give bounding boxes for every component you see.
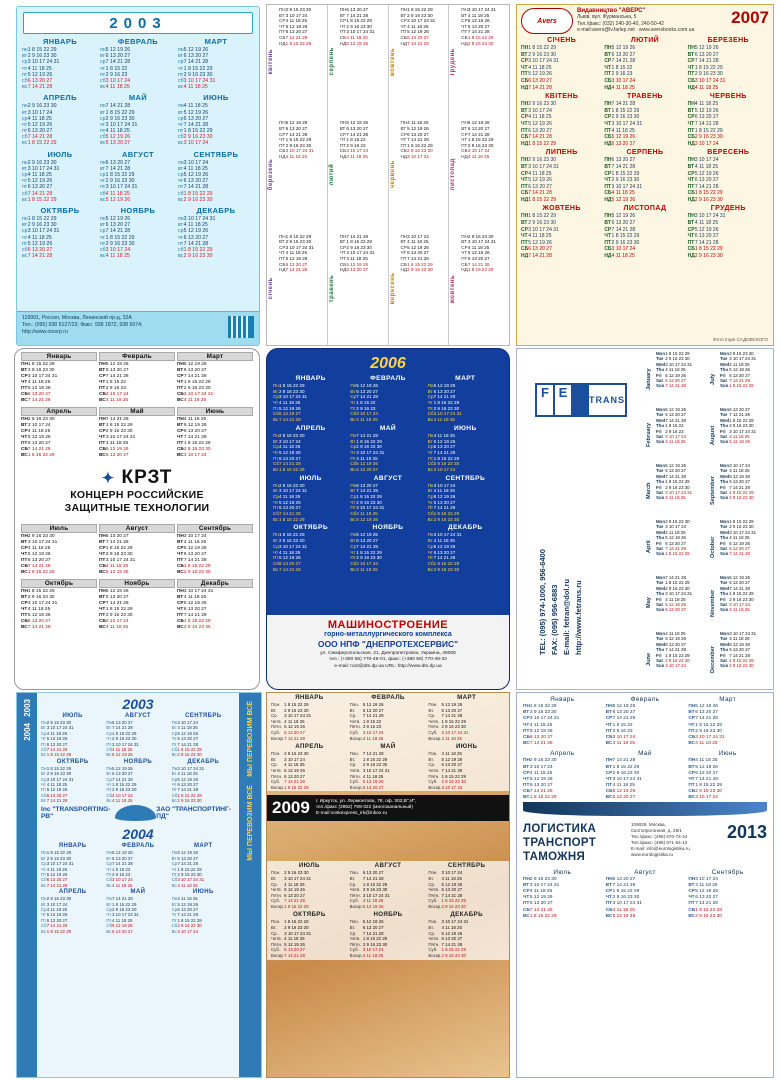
month-block: Август ПН ВТ СР ЧТ ПТ СБ ВС 6 13 20 27 7 14 21 28 1 8 15 22 29 2 9 16 23 30 3 10 17 24 31 4 11 18 25 5 12 19 26 bbox=[605, 868, 656, 919]
tp-top-q2 bbox=[37, 759, 239, 804]
card-2003-footer: 119991, Россия, Москва, Ленинский пр-д, 32А Тел.: (095) 938 5127/23; Факс: 938 1872, 938 5074; http://www.otcerp.ru bbox=[17, 311, 259, 345]
month-block: ИЮНЬ пн вт ср чт пт сб вс 4 11 18 25 5 12 19 26 6 13 20 27 7 14 21 28 1 8 15 22 29 2 9 16 23 30 3 10 17 24 bbox=[177, 93, 229, 147]
month-block: ФЕВРАЛЬ Пн Вт Ср Чт Пт Сб Вс 5 12 19 26 6 13 20 27 7 14 21 28 1 8 15 22 2 9 16 23 3 10 17 24 4 11 18 25 bbox=[106, 843, 155, 888]
card-2003-quarter-2 bbox=[17, 93, 259, 146]
month-block: МАРТ Пн Вт Ср Чт Пт Сб Вс 5 12 19 26 6 13 20 27 7 14 21 28 1 8 15 22 29 2 9 16 23 30 3 10 17 24 31 4 11 18 25 bbox=[427, 375, 476, 423]
month-block: ИЮЛЬ пн вт ср чт пт сб вс 2 9 16 23 30 3 10 17 24 31 4 11 18 25 5 12 19 26 6 13 20 27 7 14 21 28 1 8 15 22 29 bbox=[22, 149, 73, 203]
c2009-q3 bbox=[267, 861, 509, 910]
tp-brand-right: ЗАО "ТРАНСПОРТИНГ-ПД" bbox=[156, 806, 231, 821]
month-block: АПРЕЛЬ Пн Вт Ср Чт Пт Сб Вс 2 9 16 23 30 3 10 17 24 4 11 18 25 5 12 19 26 6 13 20 27 7 14 21 28 1 8 15 22 29 bbox=[41, 889, 87, 934]
card-2006-year: 2006 bbox=[370, 355, 406, 372]
month-block: МАРТ пн вт ср чт пт сб вс 5 12 19 26 6 13 20 27 7 14 21 28 1 8 15 22 29 2 9 16 23 30 3 10 17 24 31 4 11 18 25 bbox=[177, 37, 228, 91]
month-block: Январь ПН ВТ СР ЧТ ПТ СБ ВС 1 8 15 22 29 2 9 16 23 30 3 10 17 24 31 4 11 18 25 5 12 19 26 6 13 20 27 7 14 21 28 bbox=[523, 696, 575, 747]
tp-year-bottom: 2004 bbox=[122, 826, 154, 843]
month-block: НОЯБРЬ Пн Вт Ср Чт Пт Сб Вс 5 12 19 26 6 13 20 27 7 14 21 28 1 8 15 22 29 2 9 16 23 30 3 10 17 24 4 11 18 25 bbox=[350, 524, 404, 572]
square-dot-icon bbox=[573, 385, 589, 415]
tp-brand-left: Inc "TRANSPORTING-PB" bbox=[41, 806, 111, 821]
card-2003-quarter-1 bbox=[17, 37, 259, 90]
card-2006-blue bbox=[266, 348, 510, 690]
right-slogan-band: МЫ ПЕРЕВОЗИМ ВСЁ МЫ ПЕРЕВОЗИМ ВСЁ bbox=[239, 693, 261, 1077]
month-block: ФЕВРАЛЬ Пн Вт Ср Чт Пт Сб Вс 5 12 19 26 6 13 20 27 7 14 21 28 1 8 15 22 2 9 16 23 3 10 17 24 4 11 18 25 bbox=[350, 375, 406, 423]
month-block: Март ПН ВТ СР ЧТ ПТ СБ ВС 5 12 19 26 6 13 20 27 7 14 21 28 1 8 15 22 29 2 9 16 23 30 3 10 17 24 31 4 11 18 25 bbox=[688, 696, 737, 747]
month-block: КВІТЕНЬ ПН ВТ СР ЧТ ПТ СБ НД 2 9 16 23 30 3 10 17 24 4 11 18 25 5 12 19 26 6 13 20 27 7 14 21 28 1 8 15 22 29 bbox=[521, 93, 579, 147]
card-2003-quarter-4 bbox=[17, 206, 259, 259]
month-block: ЯНВАРЬ Пн Вт Ср Чт Пт Сб Вс 1 8 15 22 29 2 9 16 23 30 3 10 17 24 31 4 11 18 25 5 12 19 26 6 13 20 27 7 14 21 28 bbox=[41, 843, 87, 888]
tp-year-top: 2003 bbox=[122, 696, 154, 712]
barcode-icon bbox=[228, 316, 254, 338]
month-block: СЕРПЕНЬ ПН ВТ СР ЧТ ПТ СБ НД 6 13 20 27 7 14 21 28 1 8 15 22 29 2 9 16 23 30 3 10 17 24 31 4 11 18 25 5 12 19 26 bbox=[604, 149, 664, 203]
month-block: ЧЕРВЕНЬ ПН ВТ СР ЧТ ПТ СБ НД 4 11 18 25 5 12 19 26 6 13 20 27 7 14 21 28 1 8 15 22 29 2 9 16 23 30 3 10 17 24 bbox=[687, 93, 747, 147]
month-block: Апрель ПН ВТ СР ЧТ ПТ СБ ВС 2 9 16 23 30 3 10 17 24 4 11 18 25 5 12 19 26 6 13 20 27 7 14 21 28 1 8 15 22 29 bbox=[523, 750, 575, 801]
tp-top-q1 bbox=[37, 713, 239, 758]
month-block: АВГУСТ Пн Вт Ср Чт Пт Сб Вс 6 13 20 27 7 14 21 28 1 8 15 22 29 2 9 16 23 30 3 10 17 24 31 4 11 18 25 5 12 19 26 bbox=[350, 474, 403, 522]
fe-column-right bbox=[709, 349, 773, 689]
month-block: Июнь ПН ВТ СР ЧТ ПТ СБ ВС 4 11 18 25 5 12 19 26 6 13 20 27 7 14 21 28 1 8 15 22 29 2 9 16 23 30 3 10 17 24 bbox=[688, 750, 737, 801]
month-block: січень ПН ВТ СР ЧТ ПТ СБ НД 1 8 15 22 29 2 9 16 23 30 3 10 17 24 31 4 11 18 25 5 12 19 26 6 13 20 27 7 14 21 28 bbox=[268, 233, 314, 300]
publisher-info: Видавництво "АВЕРС" Львів, вул. Фурманська, 5 Тел./факс: (032) 240-30-40, 240-50-42 e-mail:avers@lv.farlep.net www.aversbooks.com.ua bbox=[577, 8, 695, 34]
month-block: червень ПН ВТ СР ЧТ ПТ СБ НД 4 11 18 25 5 12 19 26 6 13 20 27 7 14 21 28 1 8 15 22 29 2 9 16 23 30 3 10 17 24 bbox=[389, 120, 433, 190]
month-block: вересень ПН ВТ СР ЧТ ПТ СБ НД 3 10 17 24 4 11 18 25 5 12 19 26 6 13 20 27 7 14 21 28 1 8 15 22 29 2 9 16 23 30 bbox=[389, 233, 433, 305]
krzt-quarter-3 bbox=[15, 524, 259, 576]
month-block: ЛИСТОПАД ПН ВТ СР ЧТ ПТ СБ НД 5 12 19 26 6 13 20 27 7 14 21 28 1 8 15 22 29 2 9 16 23 30 3 10 17 24 4 11 18 25 bbox=[604, 205, 667, 260]
website-link[interactable]: www.aversbooks.com.ua bbox=[638, 27, 695, 34]
card-2009-brand-band: 2009 г. Иркутск, ул. Лермонтова, 78, оф. 302,В",И", тел./факс (3952) 799-322 (многоканальный) E-mail:voskexpress_irk@inbox.ru bbox=[267, 795, 509, 821]
month-block: АВГУСТ Пон. Вт. Ср. Четв. Пятн. Суб. Воскр. 6 13 20 27 7 14 21 28 1 8 15 22 29 2 9 16 23 30 3 10 17 24 31 4 11 18 25 5 12 19 26 bbox=[349, 862, 402, 909]
month-block: ТРАВЕНЬ ПН ВТ СР ЧТ ПТ СБ НД 7 14 21 28 1 8 15 22 29 2 9 16 23 30 3 10 17 24 31 4 11 18 25 5 12 19 26 6 13 20 27 bbox=[604, 93, 663, 147]
krzt-quarter-1 bbox=[15, 352, 259, 404]
card-2009-photo bbox=[266, 692, 510, 1078]
month-block: лютий ПН ВТ СР ЧТ ПТ СБ НД 5 12 19 26 6 13 20 27 7 14 21 28 1 8 15 22 2 9 16 23 3 10 17 24 4 11 18 25 bbox=[328, 120, 369, 186]
krzt-brand-name: ✦ КРЗТ bbox=[101, 467, 173, 488]
email-link[interactable]: E-mail:voskexpress_irk@inbox.ru bbox=[315, 811, 388, 817]
month-block: ДЕКАБРЬ Пн Вт Ср Чт Пт Сб Вс 3 10 17 24 31 4 11 18 25 5 12 19 26 6 13 20 27 7 14 21 28 1 8 15 22 29 2 9 16 23 30 bbox=[427, 524, 483, 572]
column-4 bbox=[449, 5, 509, 345]
month-block: ИЮНЬ Пн Вт Ср Чт Пт Сб Вс 4 11 18 25 5 12 19 26 6 13 20 27 7 14 21 28 1 8 15 22 29 2 9 16 23 30 3 10 17 24 bbox=[171, 889, 214, 934]
c2013-q1 bbox=[517, 696, 773, 747]
month-block: July Mon Tue Wed Thu Fri Sat Sun 2 9 16 23 30 3 10 17 24 31 4 11 18 25 5 12 19 26 6 13 20 27 7 14 21 28 1 8 15 22 29 bbox=[710, 351, 757, 389]
month-block: СІЧЕНЬ ПН ВТ СР ЧТ ПТ СБ НД 1 8 15 22 29 2 9 16 23 30 3 10 17 24 31 4 11 18 25 5 12 19 26 6 13 20 27 7 14 21 28 bbox=[521, 37, 577, 91]
month-block: ДЕКАБРЬ Пон. Вт. Ср. Четв. Пятн. Суб. Воскр. 3 10 17 24 31 4 11 18 25 5 12 19 26 6 13 20 27 7 14 21 28 1 8 15 22 29 2 9 16 23 30 bbox=[428, 911, 483, 959]
column-1 bbox=[267, 5, 328, 345]
month-block: ЯНВАРЬ пн вт ср чт пт сб вс 1 8 15 22 29 2 9 16 23 30 3 10 17 24 31 4 11 18 25 5 12 19 26 6 13 20 27 7 14 21 28 bbox=[22, 37, 78, 91]
month-block: September Mon Tue Wed Thu Fri Sat Sun 3 10 17 24 4 11 18 25 5 12 19 26 6 13 20 27 7 14 21 28 1 8 15 22 29 2 9 16 23 30 bbox=[710, 463, 754, 506]
tp-brand-row bbox=[37, 803, 239, 823]
month-block: ИЮНЬ Пон. Вт. Ср. Четв. Пятн. Суб. Воскр. 4 11 18 25 5 12 19 26 6 13 20 27 7 14 21 28 1 8 15 22 29 2 9 16 23 30 3 10 17 24 bbox=[428, 743, 478, 790]
month-block: МАЙ пн вт ср чт пт сб вс 7 14 21 28 1 8 15 22 29 2 9 16 23 30 3 10 17 24 31 4 11 18 25 5 12 19 26 6 13 20 27 bbox=[99, 93, 148, 147]
swoosh-logo-icon bbox=[115, 805, 157, 821]
month-block: ГРУДЕНЬ ПН ВТ СР ЧТ ПТ СБ НД 3 10 17 24 31 4 11 18 25 5 12 19 26 6 13 20 27 7 14 21 28 1 8 15 22 29 2 9 16 23 30 bbox=[687, 205, 746, 260]
month-block: ЛИПЕНЬ ПН ВТ СР ЧТ ПТ СБ НД 2 9 16 23 30 3 10 17 24 31 4 11 18 25 5 12 19 26 6 13 20 27 7 14 21 28 1 8 15 22 29 bbox=[521, 149, 578, 203]
card-krzt bbox=[14, 348, 260, 690]
month-block: ДЕКАБРЬ пн вт ср чт пт сб вс 3 10 17 24 31 4 11 18 25 5 12 19 26 6 13 20 27 7 14 21 28 1 8 15 22 29 2 9 16 23 30 bbox=[177, 205, 236, 260]
card-2006-quarter-2 bbox=[267, 425, 509, 473]
month-block: АВГУСТ Пн Вт Ср Чт Пт Сб Вс 6 13 20 27 7 14 21 28 1 8 15 22 29 2 9 16 23 30 3 10 17 24 31 4 11 18 25 5 12 19 26 bbox=[106, 713, 151, 758]
month-block: Сентябрь ПН ВТ СР ЧТ ПТ СБ ВС 3 10 17 24 4 11 18 25 5 12 19 26 6 13 20 27 7 14 21 28 1 8 15 22 29 2 9 16 23 30 bbox=[688, 868, 744, 919]
month-block: НОЯБРЬ пн вт ср чт пт сб вс 5 12 19 26 6 13 20 27 7 14 21 28 1 8 15 22 29 2 9 16 23 30 3 10 17 24 4 11 18 25 bbox=[99, 205, 156, 260]
month-block: November Mon Tue Wed Thu Fri Sat Sun 5 12 19 26 6 13 20 27 7 14 21 28 1 8 15 22 29 2 9 16 23 30 3 10 17 24 4 11 18 25 bbox=[710, 575, 754, 617]
month-block: грудень ПН ВТ СР ЧТ ПТ СБ НД 3 10 17 24 31 4 11 18 25 5 12 19 26 6 13 20 27 7 14 21 28 1 8 15 22 29 2 9 16 23 30 bbox=[450, 7, 496, 76]
card-2007-avers bbox=[516, 4, 774, 346]
website-link[interactable]: www.eurologistika.ru bbox=[630, 851, 674, 857]
card-2003-year-header bbox=[23, 12, 253, 34]
month-block: НОЯБРЬ Пн Вт Ср Чт Пт Сб Вс 5 12 19 26 6 13 20 27 7 14 21 28 1 8 15 22 29 2 9 16 23 30 3 10 17 24 4 11 18 25 bbox=[106, 758, 153, 804]
month-block: МАРТ Пон. Вт. Ср. Четв. Пятн. Суб. Воскр. 5 12 19 26 6 13 20 27 7 14 21 28 1 8 15 22 29 2 9 16 23 30 3 10 17 24 31 4 11 18 25 bbox=[428, 694, 477, 741]
card-2009-bottom-panel bbox=[267, 861, 509, 959]
c2009-q2 bbox=[267, 742, 509, 791]
month-block: квітень ПН ВТ СР ЧТ ПТ СБ НД 2 9 16 23 30 3 10 17 24 4 11 18 25 5 12 19 26 6 13 20 27 7 14 21 28 1 8 15 22 29 bbox=[268, 7, 312, 75]
month-block: СЕНТЯБРЬ Пн Вт Ср Чт Пт Сб Вс 3 10 17 24 4 11 18 25 5 12 19 26 6 13 20 27 7 14 21 28 1 8 15 22 29 2 9 16 23 30 bbox=[171, 713, 222, 758]
month-block: Май ПН ВТ СР ЧТ ПТ СБ ВС 7 14 21 28 1 8 15 22 29 2 9 16 23 30 3 10 17 24 31 4 11 18 25 5 12 19 26 6 13 20 27 bbox=[605, 750, 652, 801]
month-block: СЕНТЯБРЬ Пн Вт Ср Чт Пт Сб Вс 3 10 17 24 4 11 18 25 5 12 19 26 6 13 20 27 7 14 21 28 1 8 15 22 29 2 9 16 23 30 bbox=[427, 474, 486, 522]
month-block: АПРЕЛЬ пн вт ср чт пт сб вс 2 9 16 23 30 3 10 17 24 4 11 18 25 5 12 19 26 6 13 20 27 7 14 21 28 1 8 15 22 29 bbox=[22, 93, 77, 147]
month-block: ИЮЛЬ Пон. Вт. Ср. Четв. Пятн. Суб. Воскр. 2 9 16 23 30 3 10 17 24 31 4 11 18 25 5 12 19 26 6 13 20 27 7 14 21 28 1 8 15 22 29 bbox=[271, 862, 320, 909]
month-block: НОЯБРЬ Пон. Вт. Ср. Четв. Пятн. Суб. Воскр. 5 12 19 26 6 13 20 27 7 14 21 28 1 8 15 22 29 2 9 16 23 30 3 10 17 24 4 11 18 25 bbox=[349, 911, 403, 959]
card-ukrainian-vertical bbox=[266, 4, 510, 346]
month-block: February Mon Tue Wed Thu Fri Sat Sun 5 12 19 26 6 13 20 27 7 14 21 28 1 8 15 22 2 9 16 23 3 10 17 24 4 11 18 25 bbox=[646, 407, 686, 447]
c2009-q4 bbox=[267, 910, 509, 959]
c2013-q2 bbox=[517, 750, 773, 801]
krzt-quarter-4 bbox=[15, 579, 259, 631]
month-block: СЕНТЯБРЬ пн вт ср чт пт сб вс 3 10 17 24 4 11 18 25 5 12 19 26 6 13 20 27 7 14 21 28 1 8 15 22 29 2 9 16 23 30 bbox=[177, 149, 239, 203]
card-2007-quarter-2 bbox=[517, 93, 773, 147]
month-block: МАЙ Пон. Вт. Ср. Четв. Пятн. Суб. Воскр. 7 14 21 28 1 8 15 22 29 2 9 16 23 30 3 10 17 24 31 4 11 18 25 5 12 19 26 6 13 20 27 bbox=[349, 743, 396, 790]
card-transporting bbox=[16, 692, 262, 1078]
month-block: Июль ПН ВТ СР ЧТ ПТ СБ ВС 2 9 16 23 30 3 10 17 24 31 4 11 18 25 5 12 19 26 6 13 20 27 7 14 21 28 1 8 15 22 29 bbox=[20, 524, 98, 576]
month-block: ЛЮТИЙ ПН ВТ СР ЧТ ПТ СБ НД 5 12 19 26 6 13 20 27 7 14 21 28 1 8 15 22 2 9 16 23 3 10 17 24 4 11 18 25 bbox=[604, 37, 660, 91]
star-icon: ✦ bbox=[101, 470, 116, 487]
month-block: МАРТ Пн Вт Ср Чт Пт Сб Вс 5 12 19 26 6 13 20 27 7 14 21 28 1 8 15 22 29 2 9 16 23 30 3 10 17 24 31 4 11 18 25 bbox=[171, 843, 213, 888]
wave-divider bbox=[523, 802, 767, 816]
card-2006-quarter-1 bbox=[267, 375, 509, 423]
month-block: ОКТЯБРЬ Пн Вт Ср Чт Пт Сб Вс 1 8 15 22 29 2 9 16 23 30 3 10 17 24 31 4 11 18 25 5 12 19 26 6 13 20 27 7 14 21 28 bbox=[273, 524, 328, 572]
month-block: жовтень ПН ВТ СР ЧТ ПТ СБ НД 2 9 16 23 30 3 10 17 24 31 4 11 18 25 5 12 19 26 6 13 20 27 7 14 21 28 1 8 15 22 29 bbox=[450, 233, 496, 303]
card-2003-quarter-3 bbox=[17, 150, 259, 203]
month-block: МАЙ Пн Вт Ср Чт Пт Сб Вс 7 14 21 28 1 8 15 22 29 2 9 16 23 30 3 10 17 24 31 4 11 18 25 5 12 19 26 6 13 20 27 bbox=[106, 889, 146, 934]
card-2003-cyan bbox=[16, 6, 260, 346]
month-block: May Mon Tue Wed Thu Fri Sat Sun 7 14 21 28 1 8 15 22 29 2 9 16 23 30 3 10 17 24 31 4 11 18 25 5 12 19 26 6 13 20 27 bbox=[646, 575, 693, 613]
month-block: АПРЕЛЬ Пон. Вт. Ср. Четв. Пятн. Суб. Воскр. 2 9 16 23 30 3 10 17 24 4 11 18 25 5 12 19 26 6 13 20 27 7 14 21 28 1 8 15 22 29 bbox=[271, 743, 324, 790]
card-2006-quarter-4 bbox=[267, 524, 509, 572]
email-link[interactable]: E-mail: info@eurologistika.ru bbox=[630, 845, 690, 851]
card-2007-year: 2007 bbox=[731, 8, 769, 27]
month-block: ФЕВРАЛЬ Пон. Вт. Ср. Четв. Пятн. Суб. Воскр. 5 12 19 26 6 13 20 27 7 14 21 28 1 8 15 22 2 9 16 23 3 10 17 24 4 11 18 25 bbox=[349, 694, 405, 741]
card-2009-top-panel bbox=[267, 693, 509, 791]
month-block: ОКТЯБРЬ пн вт ср чт пт сб вс 1 8 15 22 29 2 9 16 23 30 3 10 17 24 31 4 11 18 25 5 12 19 26 6 13 20 27 7 14 21 28 bbox=[22, 205, 80, 260]
tp-bottom-q2 bbox=[37, 889, 239, 934]
month-block: Январь ПН ВТ СР ЧТ ПТ СБ ВС 1 8 15 22 29 2 9 16 23 30 3 10 17 24 31 4 11 18 25 5 12 19 26 6 13 20 27 7 14 21 28 bbox=[20, 352, 98, 404]
c2013-brand-block: ЛОГИСТИКА ТРАНСПОРТ ТАМОЖНЯ 109029, Москва, Скотопрогонная, д. 29/1 Тел./факс: (495) 670-74-44 Тел./факс: (495) 671-54-13 E-mail: info@eurologistika.ru www.eurologistika.ru 2013 bbox=[523, 821, 767, 863]
c2013-address: 109029, Москва, Скотопрогонная, д. 29/1 Тел./факс: (495) 670-74-44 Тел./факс: (495) 671-54-13 E-mail: info@eurologistika.ru www.eurologistika.ru bbox=[631, 822, 727, 858]
month-block: ВЕРЕСЕНЬ ПН ВТ СР ЧТ ПТ СБ НД 3 10 17 24 4 11 18 25 5 12 19 26 6 13 20 27 7 14 21 28 1 8 15 22 29 2 9 16 23 30 bbox=[687, 149, 750, 203]
c2013-q3 bbox=[517, 869, 773, 920]
c2009-q1 bbox=[267, 693, 509, 742]
tp-bottom-q1 bbox=[37, 843, 239, 888]
month-block: January Mon Tue Wed Thu Fri Sat Sun 1 8 15 22 29 2 9 16 23 30 3 10 17 24 31 4 11 18 25 5 12 19 26 6 13 20 27 7 14 21 28 bbox=[646, 351, 693, 390]
photo-credit: Фото Ігоря САДОВСКОГО bbox=[713, 337, 768, 342]
month-block: АПРЕЛЬ Пн Вт Ср Чт Пт Сб Вс 2 9 16 23 30 3 10 17 24 4 11 18 25 5 12 19 26 6 13 20 27 7 14 21 28 1 8 15 22 29 bbox=[273, 424, 326, 472]
card-2003-year: 2003 bbox=[109, 14, 167, 32]
month-block: Декабрь ПН ВТ СР ЧТ ПТ СБ ВС 3 10 17 24 31 4 11 18 25 5 12 19 26 6 13 20 27 7 14 21 28 1 8 15 22 29 2 9 16 23 30 bbox=[176, 579, 254, 631]
month-block: ИЮЛЬ Пн Вт Ср Чт Пт Сб Вс 2 9 16 23 30 3 10 17 24 31 4 11 18 25 5 12 19 26 6 13 20 27 7 14 21 28 1 8 15 22 29 bbox=[273, 474, 322, 522]
krzt-quarter-2 bbox=[15, 407, 259, 459]
month-block: Ноябрь ПН ВТ СР ЧТ ПТ СБ ВС 5 12 19 26 6 13 20 27 7 14 21 28 1 8 15 22 29 2 9 16 23 30 3 10 17 24 4 11 18 25 bbox=[98, 579, 176, 631]
month-block: ИЮЛЬ Пн Вт Ср Чт Пт Сб Вс 2 9 16 23 30 3 10 17 24 31 4 11 18 25 5 12 19 26 6 13 20 27 7 14 21 28 1 8 15 22 29 bbox=[41, 713, 83, 758]
month-block: Февраль ПН ВТ СР ЧТ ПТ СБ ВС 5 12 19 26 6 13 20 27 7 14 21 28 1 8 15 22 2 9 16 23 3 10 17 24 4 11 18 25 bbox=[605, 696, 660, 747]
month-block: June Mon Tue Wed Thu Fri Sat Sun 4 11 18 25 5 12 19 26 6 13 20 27 7 14 21 28 1 8 15 22 29 2 9 16 23 30 3 10 17 24 bbox=[646, 631, 690, 669]
month-block: АВГУСТ пн вт ср чт пт сб вс 6 13 20 27 7 14 21 28 1 8 15 22 29 2 9 16 23 30 3 10 17 24 31 4 11 18 25 5 12 19 26 bbox=[99, 149, 154, 203]
month-block: МАЙ Пн Вт Ср Чт Пт Сб Вс 7 14 21 28 1 8 15 22 29 2 9 16 23 30 3 10 17 24 31 4 11 18 25 5 12 19 26 6 13 20 27 bbox=[350, 424, 397, 472]
month-block: Апрель ПН ВТ СР ЧТ ПТ СБ ВС 2 9 16 23 30 3 10 17 24 4 11 18 25 5 12 19 26 6 13 20 27 7 14 21 28 1 8 15 22 29 bbox=[20, 407, 98, 459]
krzt-brand: ✦ КРЗТ КОНЦЕРН РОССИЙСКИЕ ЗАЩИТНЫЕ ТЕХНОЛОГИИ bbox=[15, 459, 259, 521]
month-block: листопад ПН ВТ СР ЧТ ПТ СБ НД 5 12 19 26 6 13 20 27 7 14 21 28 1 8 15 22 29 2 9 16 23 30 3 10 17 24 4 11 18 25 bbox=[450, 120, 494, 192]
avers-logo: Avers bbox=[521, 8, 573, 34]
card-fetrans bbox=[516, 348, 774, 690]
month-block: Июль ПН ВТ СР ЧТ ПТ СБ ВС 2 9 16 23 30 3 10 17 24 31 4 11 18 25 5 12 19 26 6 13 20 27 7 14 21 28 1 8 15 22 29 bbox=[523, 868, 572, 919]
card-2007-quarter-3 bbox=[517, 149, 773, 203]
month-block: березень ПН ВТ СР ЧТ ПТ СБ НД 5 12 19 26 6 13 20 27 7 14 21 28 1 8 15 22 29 2 9 16 23 30 3 10 17 24 31 4 11 18 25 bbox=[268, 120, 314, 191]
left-year-band: 2003 2004 bbox=[17, 693, 37, 1077]
month-block: October Mon Tue Wed Thu Fri Sat Sun 1 8 15 22 29 2 9 16 23 30 3 10 17 24 31 4 11 18 25 5 12 19 26 6 13 20 27 7 14 21 28 bbox=[710, 519, 757, 558]
card-2007-quarter-1 bbox=[517, 37, 773, 91]
month-block: ДЕКАБРЬ Пн Вт Ср Чт Пт Сб Вс 3 10 17 24 31 4 11 18 25 5 12 19 26 6 13 20 27 7 14 21 28 1 8 15 22 29 2 9 16 23 30 bbox=[171, 758, 220, 804]
month-block: August Mon Tue Wed Thu Fri Sat Sun 6 13 20 27 7 14 21 28 1 8 15 22 29 2 9 16 23 30 3 10 17 24 31 4 11 18 25 5 12 19 26 bbox=[710, 407, 757, 445]
card-2013-logistics bbox=[516, 692, 774, 1078]
month-block: ЯНВАРЬ Пон. Вт. Ср. Четв. Пятн. Суб. Воскр. 1 8 15 22 29 2 9 16 23 30 3 10 17 24 31 4 11 18 25 5 12 19 26 6 13 20 27 7 14 21 28 bbox=[271, 694, 324, 741]
month-block: жовтень ПН ВТ СР ЧТ ПТ СБ НД 1 8 15 22 29 2 9 16 23 30 3 10 17 24 31 4 11 18 25 5 12 19 26 6 13 20 27 7 14 21 28 bbox=[389, 7, 436, 76]
card-2006-quarter-3 bbox=[267, 475, 509, 523]
month-block: БЕРЕЗЕНЬ ПН ВТ СР ЧТ ПТ СБ НД 5 12 19 26 6 13 20 27 7 14 21 28 1 8 15 22 29 2 9 16 23 30 3 10 17 24 31 4 11 18 25 bbox=[687, 37, 749, 91]
c2013-year: 2013 bbox=[726, 821, 767, 842]
month-block: Май ПН ВТ СР ЧТ ПТ СБ ВС 7 14 21 28 1 8 15 22 29 2 9 16 23 30 3 10 17 24 31 4 11 18 25 5 12 19 26 6 13 20 27 bbox=[98, 407, 176, 459]
card-2009-year: 2009 bbox=[272, 798, 310, 818]
card-2006-footer: МАШИНОСТРОЕНИЕ горно-металлургического комплекса ООО НПФ "ДНЕПРОТЕХСЕРВИС" ул. Симферопольская, 21, Днепропетровск, Украина, 49005 тел.: (+380 56) 770-49-01, факс: (+380 56) 770-49-32 e-mail: root@dts.dp.ua URL: http://www.dts.dp.ua bbox=[267, 615, 509, 689]
month-block: Февраль ПН ВТ СР ЧТ ПТ СБ ВС 5 12 19 26 6 13 20 27 7 14 21 28 1 8 15 22 2 9 16 23 3 10 17 24 4 11 18 25 bbox=[98, 352, 176, 404]
fe-column-left bbox=[645, 349, 709, 689]
month-block: Октябрь ПН ВТ СР ЧТ ПТ СБ ВС 1 8 15 22 29 2 9 16 23 30 3 10 17 24 31 4 11 18 25 5 12 19 26 6 13 20 27 7 14 21 28 bbox=[20, 579, 98, 631]
month-block: ОКТЯБРЬ Пн Вт Ср Чт Пт Сб Вс 1 8 15 22 29 2 9 16 23 30 3 10 17 24 31 4 11 18 25 5 12 19 26 6 13 20 27 7 14 21 28 bbox=[41, 758, 89, 804]
month-block: April Mon Tue Wed Thu Fri Sat Sun 2 9 16 23 30 3 10 17 24 4 11 18 25 5 12 19 26 6 13 20 27 7 14 21 28 1 8 15 22 29 bbox=[646, 519, 690, 557]
column-2 bbox=[328, 5, 389, 345]
email-and-url[interactable]: e-mail: root@dts.dp.ua URL: http://www.dts.dp.ua bbox=[334, 663, 442, 669]
month-block: ИЮНЬ Пн Вт Ср Чт Пт Сб Вс 4 11 18 25 5 12 19 26 6 13 20 27 7 14 21 28 1 8 15 22 29 2 9 16 23 30 3 10 17 24 bbox=[427, 424, 477, 472]
fetrans-contacts: TEL: (095) 974-1000, 956-6400 FAX: (095) 956-6883 E-mail: fetran@dol.ru http://www.fetrans.ru bbox=[538, 549, 583, 655]
column-3 bbox=[389, 5, 450, 345]
month-block: March Mon Tue Wed Thu Fri Sat Sun 5 12 19 26 6 13 20 27 7 14 21 28 1 8 15 22 29 2 9 16 23 30 3 10 17 24 31 4 11 18 25 bbox=[646, 463, 693, 501]
card-2007-quarter-4 bbox=[517, 205, 773, 259]
month-block: Сентябрь ПН ВТ СР ЧТ ПТ СБ ВС 3 10 17 24 4 11 18 25 5 12 19 26 6 13 20 27 7 14 21 28 1 8 15 22 29 2 9 16 23 30 bbox=[176, 524, 254, 576]
month-block: ФЕВРАЛЬ пн вт ср чт пт сб вс 5 12 19 26 6 13 20 27 7 14 21 28 1 8 15 22 2 9 16 23 3 10 17 24 4 11 18 25 bbox=[99, 37, 159, 91]
month-block: СЕНТЯБРЬ Пон. Вт. Ср. Четв. Пятн. Суб. Воскр. 3 10 17 24 4 11 18 25 5 12 19 26 6 13 20 27 7 14 21 28 1 8 15 22 29 2 9 16 23 30 bbox=[428, 862, 486, 909]
month-block: ОКТЯБРЬ Пон. Вт. Ср. Четв. Пятн. Суб. Воскр. 1 8 15 22 29 2 9 16 23 30 3 10 17 24 31 4 11 18 25 5 12 19 26 6 13 20 27 7 14 21 28 bbox=[271, 911, 326, 959]
month-block: Март ПН ВТ СР ЧТ ПТ СБ ВС 5 12 19 26 6 13 20 27 7 14 21 28 1 8 15 22 29 2 9 16 23 30 3 10 17 24 31 4 11 18 25 bbox=[176, 352, 254, 404]
month-block: травень ПН ВТ СР ЧТ ПТ СБ НД 7 14 21 28 1 8 15 22 29 2 9 16 23 30 3 10 17 24 31 4 11 18 25 5 12 19 26 6 13 20 27 bbox=[328, 233, 375, 303]
month-block: ЖОВТЕНЬ ПН ВТ СР ЧТ ПТ СБ НД 1 8 15 22 29 2 9 16 23 30 3 10 17 24 31 4 11 18 25 5 12 19 26 6 13 20 27 7 14 21 28 bbox=[521, 205, 581, 260]
month-block: Июнь ПН ВТ СР ЧТ ПТ СБ ВС 4 11 18 25 5 12 19 26 6 13 20 27 7 14 21 28 1 8 15 22 29 2 9 16 23 30 3 10 17 24 bbox=[176, 407, 254, 459]
month-block: ЯНВАРЬ Пн Вт Ср Чт Пт Сб Вс 1 8 15 22 29 2 9 16 23 30 3 10 17 24 31 4 11 18 25 5 12 19 26 6 13 20 27 7 14 21 28 bbox=[273, 375, 326, 423]
fetrans-logo: F E TRANS bbox=[535, 383, 627, 417]
month-block: December Mon Tue Wed Thu Fri Sat Sun 3 10 17 24 31 4 11 18 25 5 12 19 26 6 13 20 27 7 14 21 28 1 8 15 22 29 2 9 16 23 30 bbox=[710, 631, 757, 673]
month-block: серпень ПН ВТ СР ЧТ ПТ СБ НД 6 13 20 27 7 14 21 28 1 8 15 22 29 2 9 16 23 30 3 10 17 24 31 4 11 18 25 5 12 19 26 bbox=[328, 7, 375, 76]
month-block: Август ПН ВТ СР ЧТ ПТ СБ ВС 6 13 20 27 7 14 21 28 1 8 15 22 29 2 9 16 23 30 3 10 17 24 31 4 11 18 25 5 12 19 26 bbox=[98, 524, 176, 576]
